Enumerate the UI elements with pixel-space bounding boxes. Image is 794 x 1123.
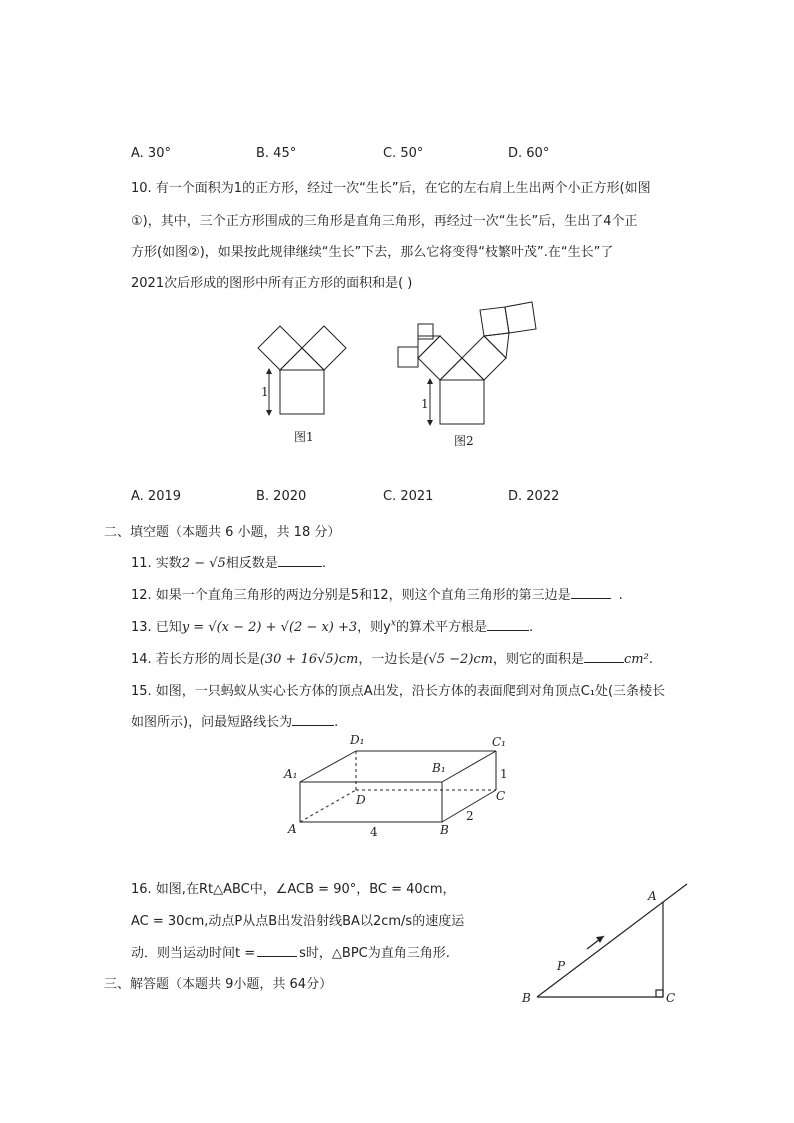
- q12-end: .: [618, 588, 623, 603]
- fig2-left-square: [418, 336, 462, 380]
- label-b1: B₁: [432, 761, 446, 775]
- fig2-base-square: [440, 380, 484, 424]
- q14-expr1: (30 + 16√5)cm: [259, 652, 359, 667]
- edge-length-2: 2: [466, 809, 474, 823]
- q14-end: .: [648, 652, 653, 667]
- fig1-base-square: [280, 370, 324, 414]
- q9-option-a: A. 30°: [131, 146, 171, 161]
- q15-answer-blank[interactable]: [292, 713, 334, 726]
- q14-unit: cm²: [624, 652, 649, 667]
- label-a: A: [288, 822, 297, 836]
- q12-text: 12. 如果一个直角三角形的两边分别是5和12，则这个直角三角形的第三边是: [131, 588, 571, 603]
- fig1-caption: 图1: [294, 430, 314, 444]
- q15-end: .: [334, 715, 339, 730]
- q14-mid: ，一边长是: [358, 652, 424, 667]
- q11-end: .: [321, 556, 326, 571]
- q13-expr: y = √(x − 2) + √(2 − x) +3: [181, 620, 358, 635]
- q11-prefix: 11. 实数: [131, 556, 182, 571]
- section-2-header: 二、填空题（本题共 6 小题，共 18 分）: [104, 525, 341, 540]
- q11-answer-blank[interactable]: [278, 554, 322, 567]
- fig1-left-square: [258, 326, 302, 370]
- q10-figure-1: [250, 308, 360, 448]
- q13-mid: ，则y: [357, 620, 391, 635]
- q14-expr2: (√5 −2)cm: [423, 652, 493, 667]
- q16-line-1: 16. 如图,在Rt△ABC中，∠ACB = 90°，BC = 40cm，: [131, 882, 456, 897]
- q12: [131, 584, 623, 603]
- edge-length-4: 4: [370, 825, 378, 839]
- q16-triangle-figure: [515, 874, 695, 1010]
- label-d1: D₁: [350, 733, 365, 747]
- edge-length-1: 1: [500, 767, 508, 781]
- q16-line-3a: 动．则当运动时间t =: [131, 946, 256, 961]
- fig2-right-square: [462, 336, 506, 380]
- q10-option-d: D. 2022: [508, 489, 560, 504]
- fig2-side-label: 1: [421, 397, 429, 411]
- label-c1: C₁: [492, 735, 506, 749]
- section-3-header: 三、解答题（本题共 9小题，共 64分）: [104, 977, 333, 992]
- q13-sup: x: [390, 618, 396, 629]
- q14-answer-blank[interactable]: [584, 650, 624, 663]
- q13: [131, 616, 533, 635]
- q10-option-b: B. 2020: [256, 489, 307, 504]
- q10-line-2: ①)，其中，三个正方形围成的三角形是直角三角形，再经过一次“生长”后，生出了4个正: [131, 214, 638, 229]
- q10-option-a: A. 2019: [131, 489, 182, 504]
- q10-option-c: C. 2021: [383, 489, 434, 504]
- q15-line-2: 如图所示)，问最短路线长为: [131, 715, 293, 730]
- q13-end: .: [528, 620, 534, 635]
- q15-line-2-wrap: [131, 711, 338, 730]
- fig1-right-square: [302, 326, 346, 370]
- label-a: A: [648, 889, 657, 903]
- fig2-caption: 图2: [454, 434, 474, 448]
- fig1-triangle: [280, 348, 324, 370]
- label-b: B: [440, 823, 449, 837]
- label-c: C: [666, 991, 676, 1005]
- label-d: D: [356, 793, 366, 807]
- q14: [131, 648, 653, 667]
- q13-answer-blank[interactable]: [487, 618, 529, 631]
- right-angle-mark: [656, 990, 663, 997]
- q9-option-c: C. 50°: [383, 146, 424, 161]
- fig2-upper-left-square: [480, 307, 509, 336]
- label-b: B: [522, 991, 531, 1005]
- q16-line-2: AC = 30cm,动点P从点B出发沿射线BA以2cm/s的速度运: [131, 914, 465, 929]
- q10-line-4: 2021次后形成的图形中所有正方形的面积和是( ): [131, 276, 413, 291]
- q10-line-1: 10. 有一个面积为1的正方形，经过一次“生长”后，在它的左右肩上生出两个小正方形(如图: [131, 181, 651, 196]
- q15-cuboid-figure: [280, 732, 520, 844]
- fig2-triangle: [440, 358, 484, 380]
- q16-line-3b: s时，△BPC为直角三角形.: [299, 946, 450, 961]
- q14-prefix: 14. 若长方形的周长是: [131, 652, 260, 667]
- q11-suffix: 相反数是: [225, 556, 278, 571]
- ray-ba: [537, 884, 687, 997]
- q12-answer-blank[interactable]: [571, 586, 611, 599]
- q11: [131, 552, 326, 571]
- label-a1: A₁: [284, 767, 298, 781]
- q10-figure-2: [392, 292, 542, 454]
- q16-answer-blank[interactable]: [257, 944, 297, 957]
- label-p: P: [557, 959, 566, 973]
- q14-suffix: ，则它的面积是: [493, 652, 585, 667]
- q9-option-b: B. 45°: [256, 146, 297, 161]
- label-c: C: [496, 789, 506, 803]
- q15-line-1: 15. 如图，一只蚂蚁从实心长方体的顶点A出发，沿长方体的表面爬到对角顶点C₁处(三条棱长: [131, 684, 666, 699]
- fig2-upper-right-square: [505, 302, 536, 333]
- q13-suffix: 的算术平方根是: [395, 620, 487, 635]
- q11-expr: 2 − √5: [181, 556, 226, 571]
- q13-prefix: 13. 已知: [131, 620, 182, 635]
- fig1-side-label: 1: [261, 385, 269, 399]
- q9-option-d: D. 60°: [508, 146, 550, 161]
- q16-line-3: [131, 942, 450, 961]
- q10-line-3: 方形(如图②)，如果按此规律继续“生长”下去，那么它将变得“枝繁叶茂”.在“生长”了: [131, 245, 614, 260]
